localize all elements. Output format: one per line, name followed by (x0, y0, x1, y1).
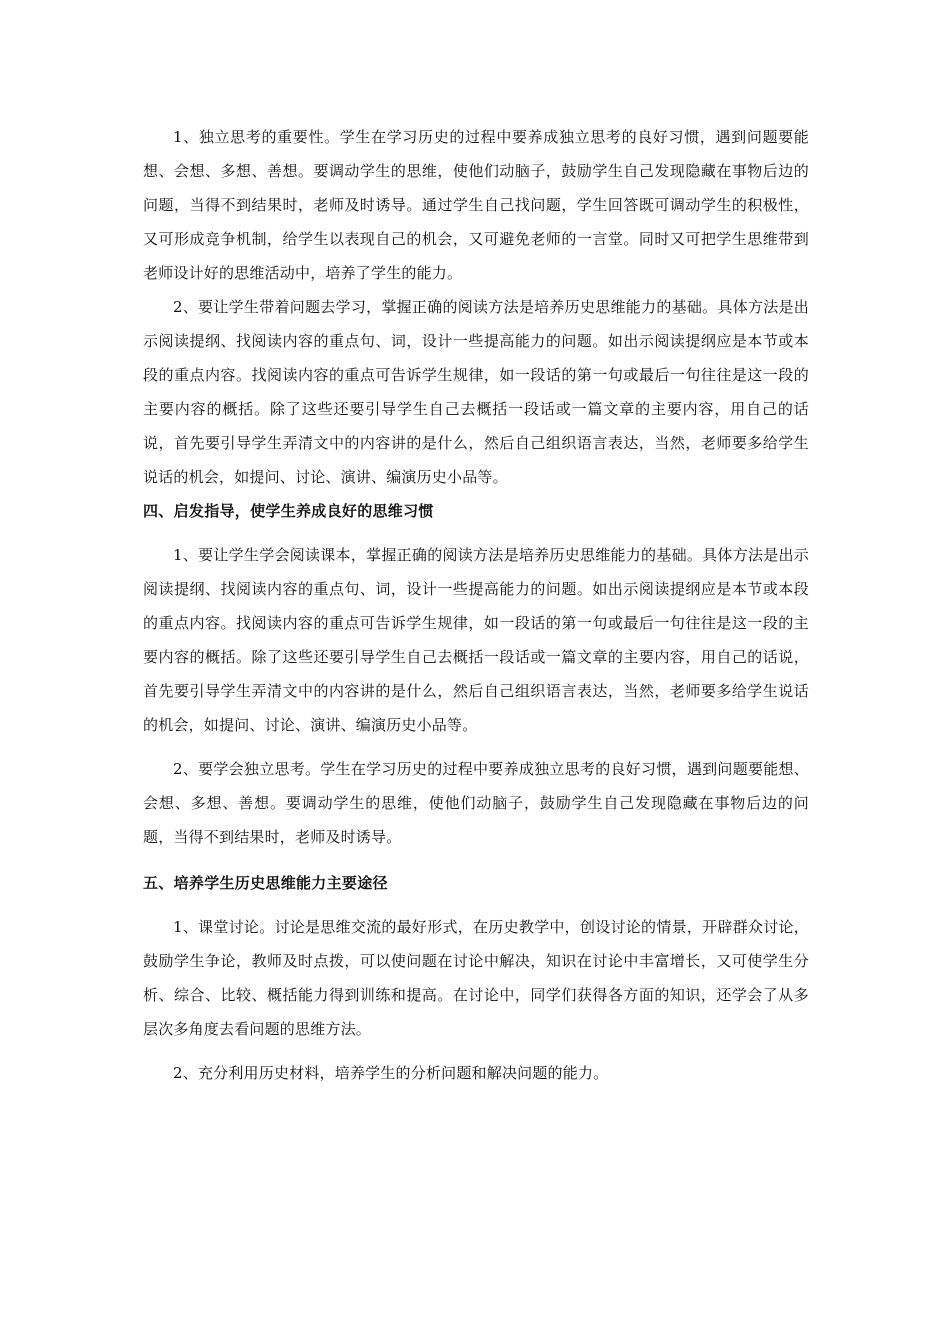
spacer (143, 528, 809, 538)
paragraph-learning-with-questions: 2、要让学生带着问题去学习，掌握正确的阅读方法是培养历史思维能力的基础。具体方法是出示阅读提纲、找阅读内容的重点句、词，设计一些提高能力的问题。如出示阅读提纲应是本节或本段的重点内容。找阅读内容的重点可告诉学生规律，如一段话的第一句或最后一句往往是这一段的主要内容的概括。除了这些还要引导学生自己去概括一段话或一篇文章的主要内容，用自己的话说，首先要引导学生弄清文中的内容讲的是什么，然后自己组织语言表达，当然，老师要多给学生说话的机会，如提问、讨论、演讲、编演历史小品等。 (143, 298, 809, 486)
spacer (143, 900, 809, 910)
spacer (143, 854, 809, 866)
spacer (143, 742, 809, 752)
document-body (143, 120, 809, 1090)
spacer (143, 1046, 809, 1056)
paragraph-learn-independent-thinking: 2、要学会独立思考。学生在学习历史的过程中要养成独立思考的良好习惯，遇到问题要能想、会想、多想、善想。要调动学生的思维，使他们动脑子，鼓励学生自己发现隐藏在事物后边的问题，当得不到结果时，老师及时诱导。 (143, 760, 809, 846)
paragraph-reading-textbook: 1、要让学生学会阅读课本，掌握正确的阅读方法是培养历史思维能力的基础。具体方法是出示阅读提纲、找阅读内容的重点句、词，设计一些提高能力的问题。如出示阅读提纲应是本节或本段的重点内容。找阅读内容的重点可告诉学生规律，如一段话的第一句或最后一句往往是这一段的主要内容的概括。除了这些还要引导学生自己去概括一段话或一篇文章的主要内容，用自己的话说，首先要引导学生弄清文中的内容讲的是什么，然后自己组织语言表达，当然，老师要多给学生说话的机会，如提问、讨论、演讲、编演历史小品等。 (143, 546, 809, 734)
section-heading-5: 五、培养学生历史思维能力主要途径 (143, 874, 388, 892)
paragraph-classroom-discussion: 1、课堂讨论。讨论是思维交流的最好形式，在历史教学中，创设讨论的情景，开辟群众讨论，鼓励学生争论，教师及时点拨，可以使问题在讨论中解决，知识在讨论中丰富增长，又可使学生分析、综合、比较、概括能力得到训练和提高。在讨论中，同学们获得各方面的知识，还学会了从多层次多角度去看问题的思维方法。 (143, 918, 809, 1038)
section-heading-4: 四、启发指导，使学生养成良好的思维习惯 (143, 502, 434, 520)
paragraph-independent-thinking: 1、独立思考的重要性。学生在学习历史的过程中要养成独立思考的良好习惯，遇到问题要能想、会想、多想、善想。要调动学生的思维，使他们动脑子，鼓励学生自己发现隐藏在事物后边的问题，当得不到结果时，老师及时诱导。通过学生自己找问题，学生回答既可调动学生的积极性，又可形成竞争机制，给学生以表现自己的机会，又可避免老师的一言堂。同时又可把学生思维带到老师设计好的思维活动中，培养了学生的能力。 (143, 128, 809, 282)
paragraph-historical-materials: 2、充分利用历史材料，培养学生的分析问题和解决问题的能力。 (173, 1064, 609, 1082)
